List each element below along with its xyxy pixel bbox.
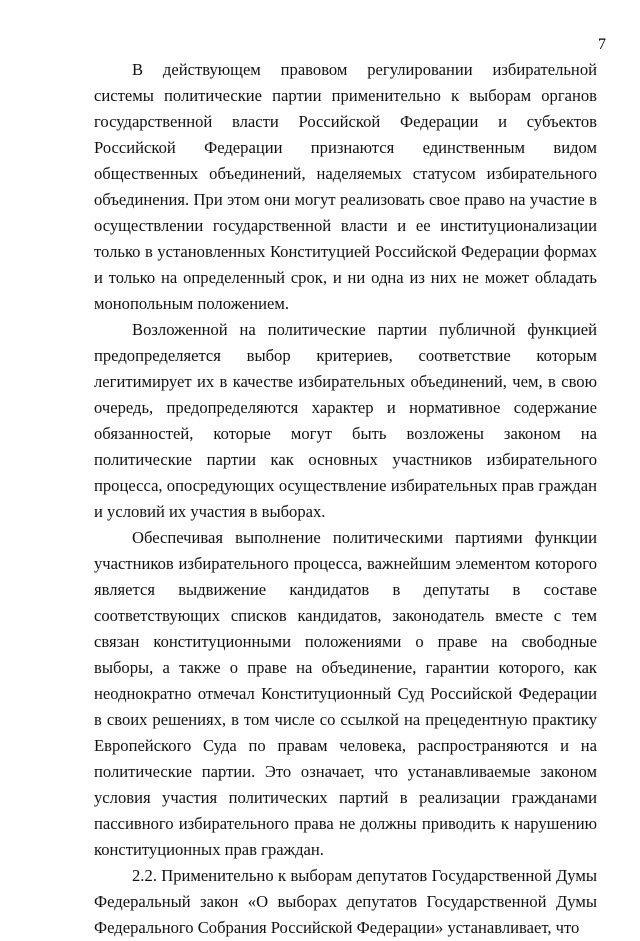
paragraph-2: Возложенной на политические партии публичной функцией предопределяется выбор критериев, соответствие которым легитимирует их в качестве избирательных объединений, чем, в свою очередь, предопределяются характер и нормативное содержание обязанностей, которые могут быть возложены законом на политические партии как основных участников избирательного процесса, опосредующих осуществление избирательных прав граждан и условий их участия в выборах.: [94, 320, 597, 521]
paragraph-4: 2.2. Применительно к выборам депутатов Государственной Думы Федеральный закон «О выборах депутатов Государственной Думы Федерального Собрания Российской Федерации» устанавливает, что: [94, 866, 597, 937]
page-number: 7: [598, 36, 606, 53]
document-body: [94, 57, 597, 941]
paragraph-1: В действующем правовом регулировании избирательной системы политические партии применительно к выборам органов государственной власти Российской Федерации и субъектов Российской Федерации признаются единственным видом общественных объединений, наделяемых статусом избирательного объединения. При этом они могут реализовать свое право на участие в осуществлении государственной власти и ее институционализации только в установленных Конституцией Российской Федерации формах и только на определенный срок, и ни одна из них не может обладать монопольным положением.: [94, 60, 597, 313]
paragraph-3: Обеспечивая выполнение политическими партиями функции участников избирательного процесса, важнейшим элементом которого является выдвижение кандидатов в депутаты в составе соответствующих списков кандидатов, законодатель вместе с тем связан конституционными положениями о праве на свободные выборы, а также о праве на объединение, гарантии которого, как неоднократно отмечал Конституционный Суд Российской Федерации в своих решениях, в том числе со ссылкой на прецедентную практику Европейского Суда по правам человека, распространяются и на политические партии. Это означает, что устанавливаемые законом условия участия политических партий в реализации гражданами пассивного избирательного права не должны приводить к нарушению конституционных прав граждан.: [94, 528, 597, 859]
